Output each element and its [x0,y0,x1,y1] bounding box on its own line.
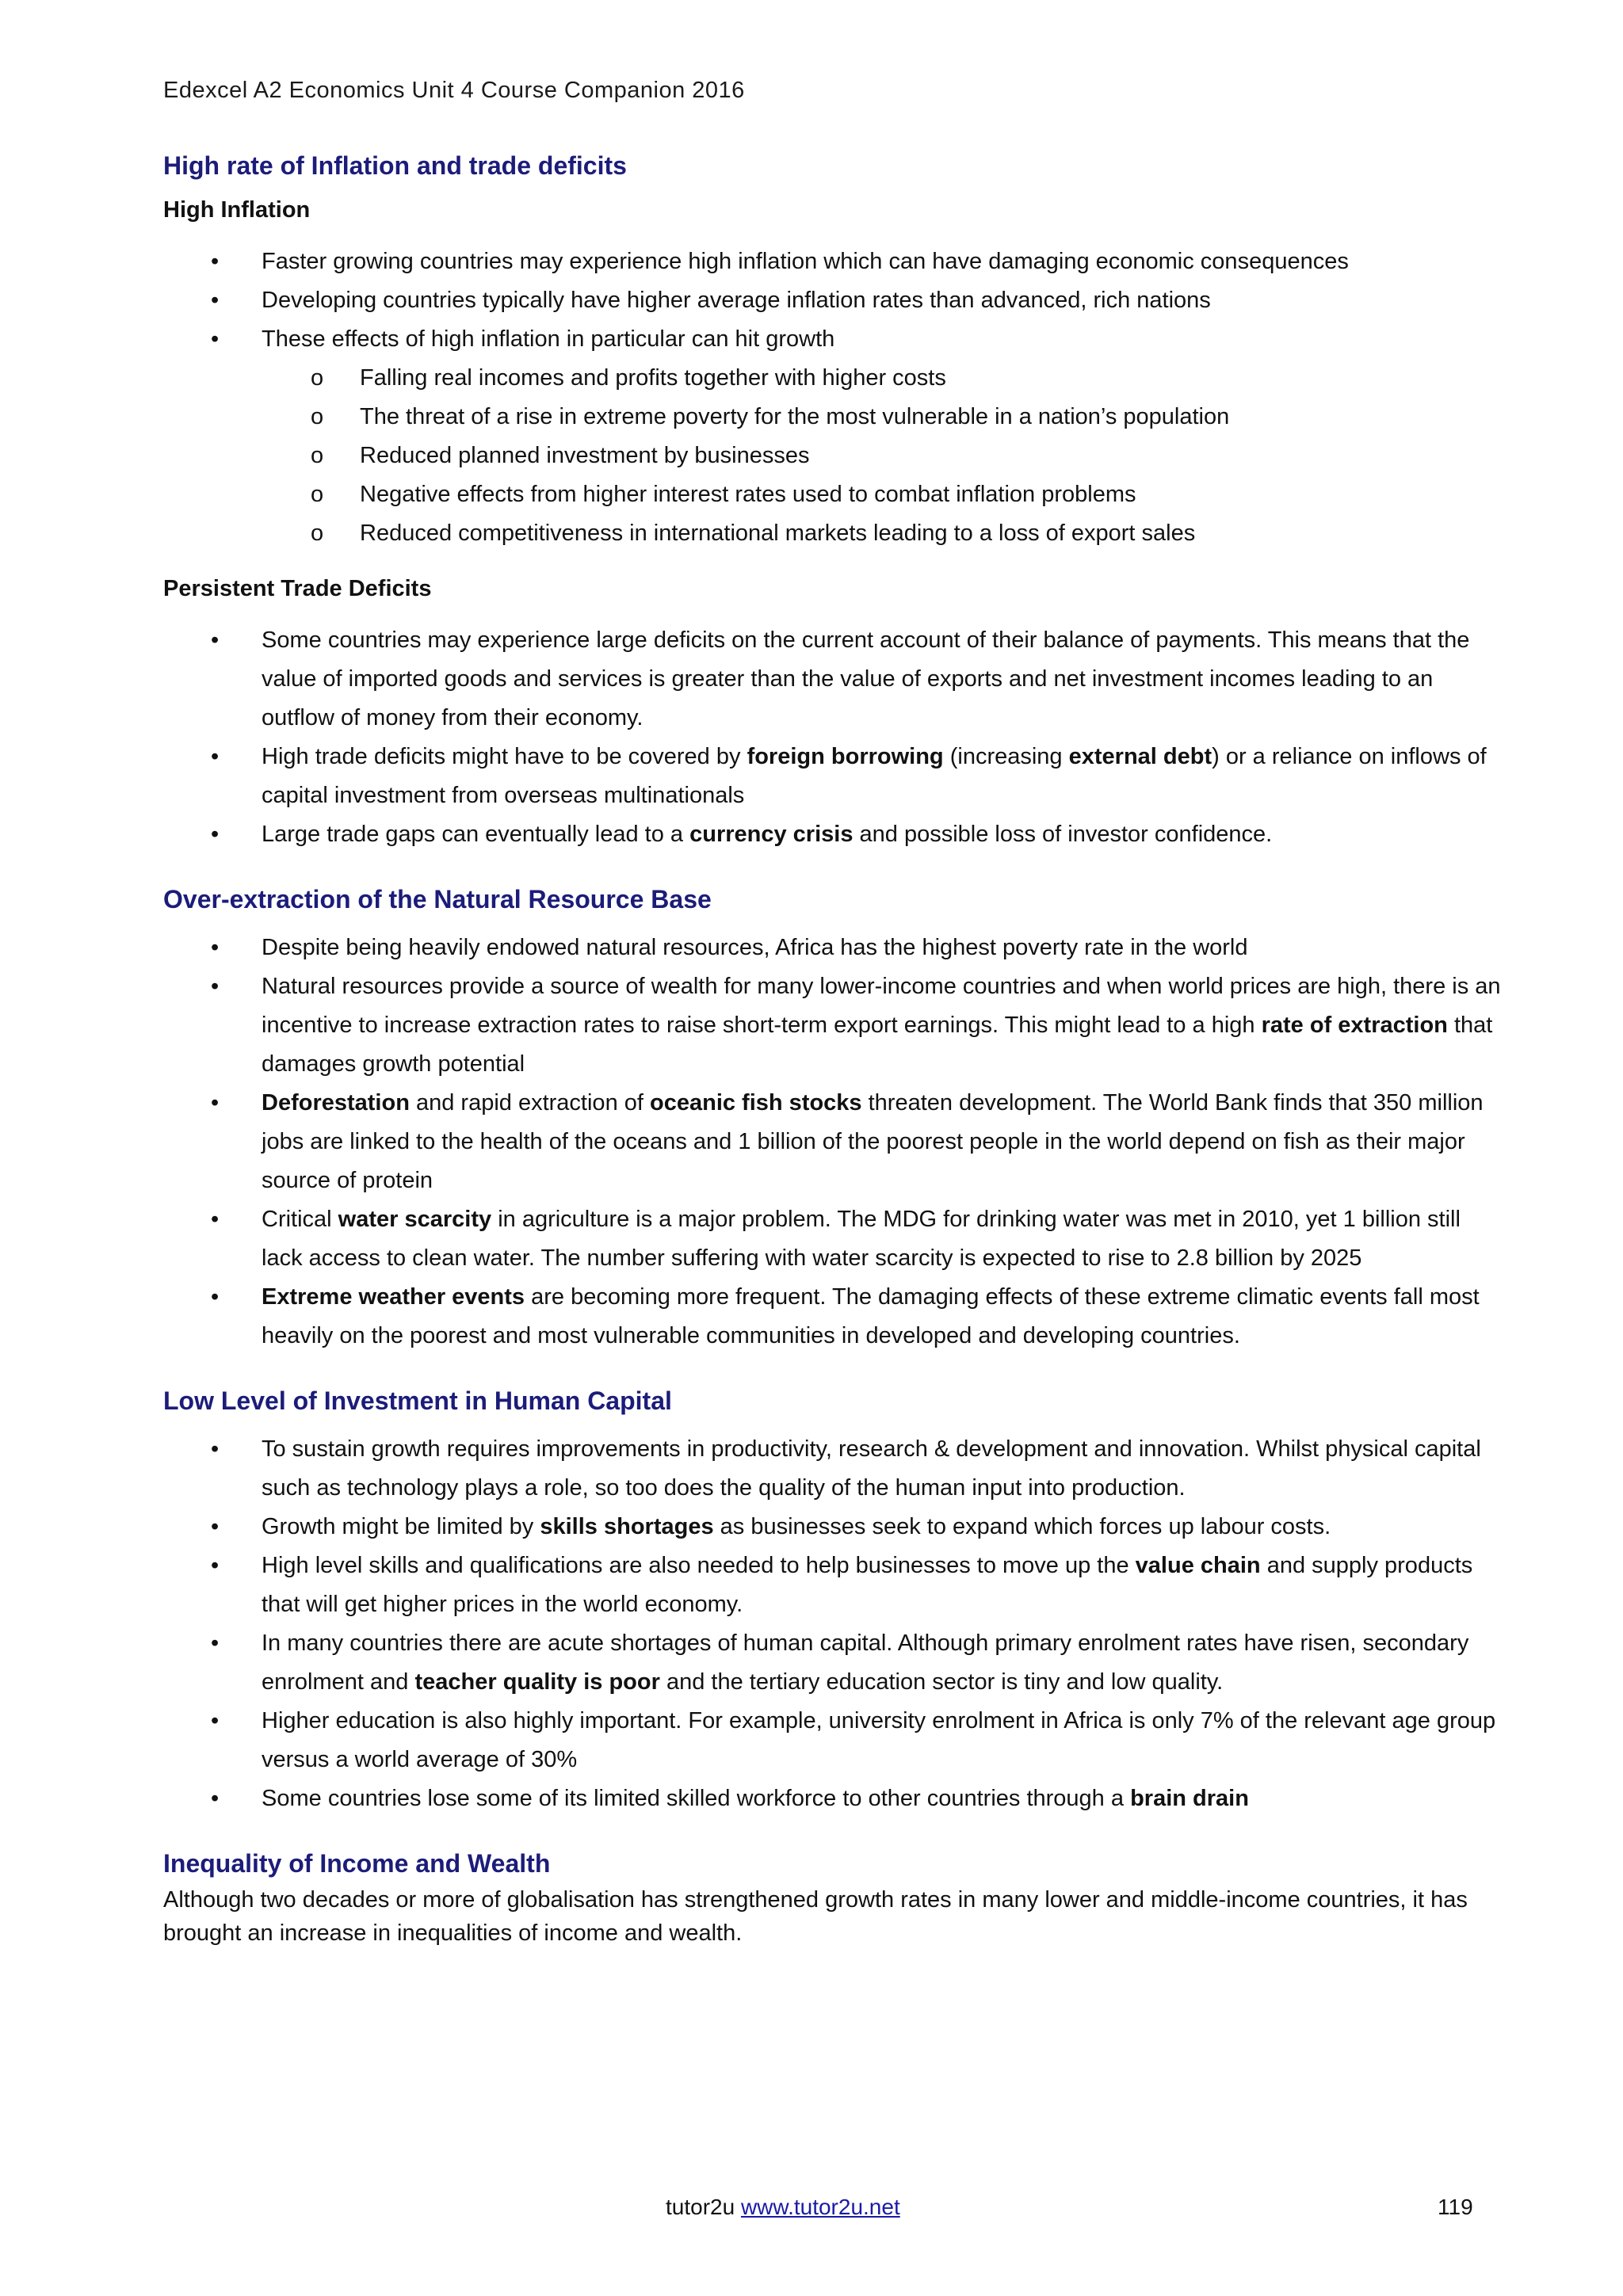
text: Large trade gaps can eventually lead to a [262,822,690,847]
bullet-list [163,621,1503,854]
list-item: • Faster growing countries may experience high inflation which can have damaging economic consequences [163,242,1503,281]
section-inequality [163,1847,1503,1950]
running-header: Edexcel A2 Economics Unit 4 Course Companion 2016 [163,78,745,103]
list-item: • Despite being heavily endowed natural resources, Africa has the highest poverty rate in the world [163,929,1503,967]
section-natural-resources [163,883,1503,1356]
section-heading: Low Level of Investment in Human Capital [163,1386,672,1415]
text: Critical [262,1207,338,1232]
key-term: Deforestation [262,1090,410,1116]
key-term: teacher quality is poor [414,1669,660,1695]
footer-brand [666,2195,900,2220]
text: High trade deficits might have to be covered by [262,744,747,769]
section-heading: Inequality of Income and Wealth [163,1849,551,1878]
text: ) or a reliance on inflows of capital investment from overseas multinationals [262,744,1487,808]
section-inflation-trade [163,149,1503,854]
page-number: 119 [1438,2195,1473,2219]
text: Some countries lose some of its limited skilled workforce to other countries through a [262,1786,1131,1811]
list-item: • Higher education is also highly important. For example, university enrolment in Africa is only 7% of the relevant age group versus a world average of 30% [163,1702,1503,1779]
brand-name: tutor2u [666,2195,735,2219]
subheading-high-inflation: High Inflation [163,197,311,223]
key-term: skills shortages [540,1514,714,1539]
sub-list-item: o Negative effects from higher interest rates used to combat inflation problems [163,475,1503,514]
list-item [163,1624,1503,1702]
list-item [163,320,1503,553]
text: and possible loss of investor confidence. [853,822,1273,847]
list-item [163,1779,1503,1818]
list-item [163,1200,1503,1278]
list-item [163,815,1503,854]
section-heading: Over-extraction of the Natural Resource Base [163,885,712,913]
text: High level skills and qualifications are also needed to help businesses to move up the [262,1553,1136,1578]
sub-list-item: o Falling real incomes and profits together with higher costs [163,359,1503,398]
text: Growth might be limited by [262,1514,540,1539]
page-content [163,149,1503,1978]
key-term: water scarcity [338,1207,492,1232]
text: in agriculture is a major problem. The MDG for drinking water was met in 2010, yet 1 billion still lack access to clean water. The number suffering with water scarcity is expected to rise to 2.8 billion by 2025 [262,1207,1461,1271]
key-term: oceanic fish stocks [650,1090,862,1116]
subheading-trade-deficits: Persistent Trade Deficits [163,576,432,601]
section-human-capital [163,1384,1503,1818]
text: as businesses seek to expand which forces up labour costs. [713,1514,1331,1539]
key-term: external debt [1068,744,1212,769]
section-heading: High rate of Inflation and trade deficits [163,151,627,180]
text: are becoming more frequent. The damaging effects of these extreme climatic events fall most heavily on the poorest and most vulnerable communities in developed and developing countries. [262,1284,1480,1348]
text: (increasing [943,744,1069,769]
list-item: • Developing countries typically have higher average inflation rates than advanced, rich nations [163,281,1503,320]
sub-list-item: o Reduced competitiveness in international markets leading to a loss of export sales [163,514,1503,553]
key-term: currency crisis [689,822,854,847]
key-term: value chain [1135,1553,1261,1578]
sub-list [163,359,1503,553]
text: threaten development. The World Bank finds that 350 million jobs are linked to the health of the oceans and 1 billion of the poorest people in the world depend on fish as their major source of protein [262,1090,1484,1193]
key-term: foreign borrowing [747,744,944,769]
sub-list-item: o Reduced planned investment by businesses [163,437,1503,475]
list-item [163,1508,1503,1547]
bullet-list [163,1430,1503,1818]
list-item [163,967,1503,1084]
key-term: rate of extraction [1261,1013,1448,1038]
text: that damages growth potential [262,1013,1493,1077]
bullet-list [163,242,1503,553]
list-item [163,1084,1503,1200]
list-item [163,738,1503,815]
list-item: • Some countries may experience large deficits on the current account of their balance of payments. This means that the value of imported goods and services is greater than the value of exports and net investment incomes leading to an outflow of money from their economy. [163,621,1503,738]
text: and rapid extraction of [409,1090,650,1116]
text: and the tertiary education sector is tiny and low quality. [659,1669,1224,1695]
sub-list-item: o The threat of a rise in extreme poverty for the most vulnerable in a nation’s population [163,398,1503,437]
key-term: brain drain [1130,1786,1249,1811]
list-item-text: These effects of high inflation in particular can hit growth [262,326,835,352]
text: In many countries there are acute shortages of human capital. Although primary enrolment rates have risen, secondary enrolment and [262,1630,1469,1695]
list-item [163,1278,1503,1356]
bullet-list [163,929,1503,1356]
text: and supply products that will get higher prices in the world economy. [262,1553,1473,1617]
website-link[interactable]: www.tutor2u.net [740,2195,900,2219]
list-item [163,1547,1503,1624]
key-term: Extreme weather events [262,1284,525,1310]
list-item: • To sustain growth requires improvements in productivity, research & development and innovation. Whilst physical capital such as technology plays a role, so too does the quality of the human input into production. [163,1430,1503,1508]
paragraph: Although two decades or more of globalisation has strengthened growth rates in many lower and middle-income countries, it has brought an increase in inequalities of income and wealth. [163,1887,1468,1946]
text: Natural resources provide a source of wealth for many lower-income countries and when world prices are high, there is an incentive to increase extraction rates to raise short-term export earnings. This might lead to a high [262,974,1501,1038]
